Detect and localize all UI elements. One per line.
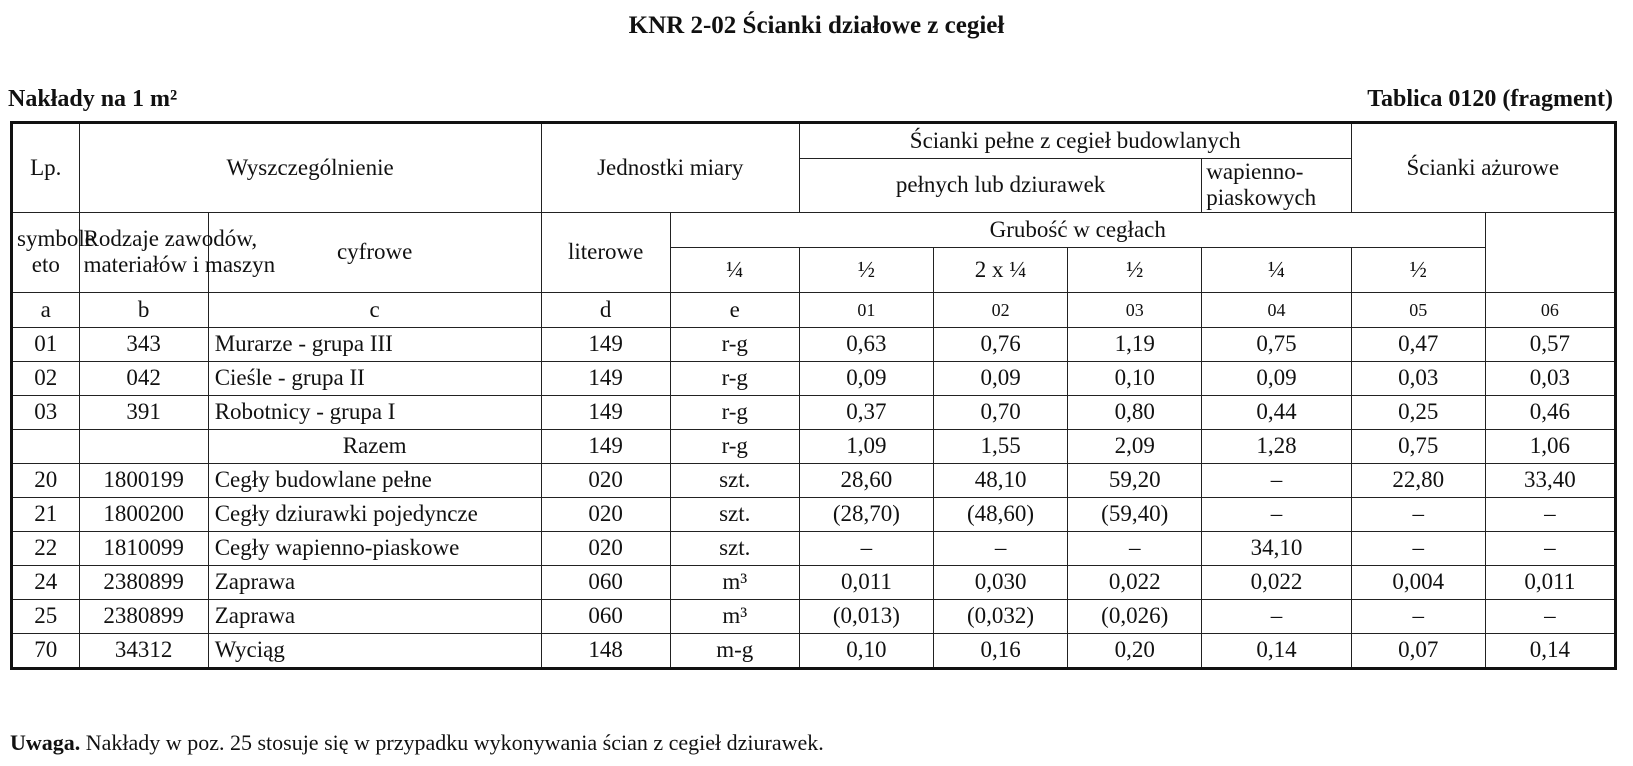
row-value-03: 1,19 — [1068, 327, 1202, 361]
row-value-05: – — [1351, 497, 1485, 531]
thickness-02: ½ — [799, 247, 933, 292]
row-value-03: 0,80 — [1068, 395, 1202, 429]
row-value-04: 34,10 — [1202, 531, 1351, 565]
table-row — [12, 429, 1616, 463]
row-value-05: 0,03 — [1351, 361, 1485, 395]
row-value-01: 0,011 — [799, 565, 933, 599]
row-value-05: – — [1351, 531, 1485, 565]
row-value-01: (0,013) — [799, 599, 933, 633]
row-cyfrowe: 020 — [541, 531, 670, 565]
row-value-03: 2,09 — [1068, 429, 1202, 463]
header-lp: Lp. — [12, 123, 80, 213]
row-value-04: 0,09 — [1202, 361, 1351, 395]
row-value-02: 0,76 — [933, 327, 1067, 361]
row-value-02: 48,10 — [933, 463, 1067, 497]
row-symbol: 391 — [79, 395, 208, 429]
thickness-03: 2 x ¼ — [933, 247, 1067, 292]
naklady-label: Nakłady na 1 m² — [8, 86, 178, 112]
row-value-04: 0,44 — [1202, 395, 1351, 429]
header-wyszczegolnienie: Wyszczególnienie — [79, 123, 541, 213]
row-lp: 01 — [12, 327, 80, 361]
col-04: 04 — [1202, 292, 1351, 327]
row-value-04: 0,14 — [1202, 633, 1351, 668]
row-name: Cegły wapienno-piaskowe — [208, 531, 541, 565]
row-symbol: 1810099 — [79, 531, 208, 565]
col-03: 03 — [1068, 292, 1202, 327]
row-value-03: 0,10 — [1068, 361, 1202, 395]
row-name: Murarze - grupa III — [208, 327, 541, 361]
table-row — [12, 463, 1616, 497]
row-value-06: 33,40 — [1485, 463, 1615, 497]
header-row-1 — [12, 123, 1616, 159]
row-name: Wyciąg — [208, 633, 541, 668]
col-05: 05 — [1351, 292, 1485, 327]
row-cyfrowe: 149 — [541, 361, 670, 395]
row-literowe: r-g — [670, 429, 799, 463]
table-row — [12, 565, 1616, 599]
row-value-05: 0,47 — [1351, 327, 1485, 361]
table-row — [12, 327, 1616, 361]
row-value-02: (0,032) — [933, 599, 1067, 633]
row-value-05: – — [1351, 599, 1485, 633]
row-lp: 03 — [12, 395, 80, 429]
row-value-04: – — [1202, 463, 1351, 497]
header-symbole-line: symbole — [17, 225, 95, 251]
row-literowe: m³ — [670, 599, 799, 633]
row-lp: 24 — [12, 565, 80, 599]
row-name: Cegły budowlane pełne — [208, 463, 541, 497]
header-piaskowych-line: piaskowych — [1206, 185, 1317, 211]
row-literowe: r-g — [670, 395, 799, 429]
row-value-05: 0,25 — [1351, 395, 1485, 429]
row-literowe: szt. — [670, 531, 799, 565]
header-rodzaje-line2: materiałów i maszyn — [83, 252, 276, 278]
row-cyfrowe: 020 — [541, 497, 670, 531]
letter-b: b — [79, 292, 208, 327]
knr-table — [10, 121, 1617, 670]
col-01: 01 — [799, 292, 933, 327]
header-pelnych-lub-dziurawek: pełnych lub dziurawek — [799, 159, 1201, 213]
row-value-02: 0,70 — [933, 395, 1067, 429]
row-value-04: 0,75 — [1202, 327, 1351, 361]
row-value-05: 22,80 — [1351, 463, 1485, 497]
row-value-06: – — [1485, 599, 1615, 633]
note-text: Nakłady w poz. 25 stosuje się w przypadku wykonywania ścian z cegieł dziurawek. — [80, 730, 824, 755]
row-value-03: (0,026) — [1068, 599, 1202, 633]
thickness-01: ¼ — [670, 247, 799, 292]
row-symbol: 1800199 — [79, 463, 208, 497]
row-value-05: 0,004 — [1351, 565, 1485, 599]
column-letters-row — [12, 292, 1616, 327]
row-lp: 25 — [12, 599, 80, 633]
row-value-02: 0,030 — [933, 565, 1067, 599]
row-literowe: r-g — [670, 361, 799, 395]
row-lp: 21 — [12, 497, 80, 531]
row-value-01: 1,09 — [799, 429, 933, 463]
row-value-03: 59,20 — [1068, 463, 1202, 497]
header-rodzaje — [79, 212, 276, 292]
header-symbole-eto — [12, 212, 95, 292]
row-symbol: 2380899 — [79, 565, 208, 599]
row-name: Zaprawa — [208, 599, 541, 633]
table-row — [12, 599, 1616, 633]
row-value-02: 1,55 — [933, 429, 1067, 463]
row-lp: 02 — [12, 361, 80, 395]
table-body — [12, 327, 1616, 668]
row-value-01: 0,09 — [799, 361, 933, 395]
row-value-06: 1,06 — [1485, 429, 1615, 463]
row-value-02: – — [933, 531, 1067, 565]
letter-d: d — [541, 292, 670, 327]
row-value-06: – — [1485, 497, 1615, 531]
row-value-06: – — [1485, 531, 1615, 565]
row-value-04: 0,022 — [1202, 565, 1351, 599]
row-cyfrowe: 149 — [541, 327, 670, 361]
thickness-04: ½ — [1068, 247, 1202, 292]
header-jednostki-miary: Jednostki miary — [541, 123, 799, 213]
row-cyfrowe: 149 — [541, 429, 670, 463]
col-06: 06 — [1485, 292, 1615, 327]
row-symbol: 343 — [79, 327, 208, 361]
table-row — [12, 395, 1616, 429]
header-scianki-pelne: Ścianki pełne z cegieł budowlanych — [799, 123, 1351, 159]
row-name: Razem — [208, 429, 541, 463]
row-value-01: – — [799, 531, 933, 565]
table-row — [12, 633, 1616, 668]
row-cyfrowe: 148 — [541, 633, 670, 668]
header-wapienno-piaskowych — [1202, 159, 1351, 213]
row-symbol: 2380899 — [79, 599, 208, 633]
row-literowe: szt. — [670, 497, 799, 531]
table-row — [12, 531, 1616, 565]
header-wapienno-line: wapienno- — [1206, 159, 1304, 184]
row-cyfrowe: 149 — [541, 395, 670, 429]
letter-c: c — [208, 292, 541, 327]
row-value-06: 0,011 — [1485, 565, 1615, 599]
row-value-01: (28,70) — [799, 497, 933, 531]
row-literowe: r-g — [670, 327, 799, 361]
letter-e: e — [670, 292, 799, 327]
row-value-03: 0,20 — [1068, 633, 1202, 668]
row-value-04: – — [1202, 497, 1351, 531]
row-literowe: m-g — [670, 633, 799, 668]
row-value-03: 0,022 — [1068, 565, 1202, 599]
row-cyfrowe: 060 — [541, 599, 670, 633]
header-scianki-azurowe: Ścianki ażurowe — [1351, 123, 1615, 213]
row-value-02: (48,60) — [933, 497, 1067, 531]
row-value-05: 0,75 — [1351, 429, 1485, 463]
header-rodzaje-line1: Rodzaje zawodów, — [83, 225, 258, 251]
table-row — [12, 497, 1616, 531]
row-value-01: 0,10 — [799, 633, 933, 668]
row-value-04: 1,28 — [1202, 429, 1351, 463]
header-row-3 — [12, 212, 1616, 247]
row-value-03: (59,40) — [1068, 497, 1202, 531]
header-grubosc: Grubość w cegłach — [670, 212, 1485, 247]
row-literowe: szt. — [670, 463, 799, 497]
table-row — [12, 361, 1616, 395]
note-label: Uwaga. — [10, 730, 81, 755]
col-02: 02 — [933, 292, 1067, 327]
thickness-06: ½ — [1351, 247, 1485, 292]
row-value-06: 0,03 — [1485, 361, 1615, 395]
row-value-01: 0,63 — [799, 327, 933, 361]
tablica-label: Tablica 0120 (fragment) — [1367, 86, 1613, 112]
row-value-02: 0,09 — [933, 361, 1067, 395]
row-name: Cieśle - grupa II — [208, 361, 541, 395]
header-eto-line: eto — [31, 252, 60, 278]
row-value-05: 0,07 — [1351, 633, 1485, 668]
document-title: KNR 2-02 Ścianki działowe z cegieł — [628, 12, 1005, 39]
row-value-06: 0,57 — [1485, 327, 1615, 361]
row-value-03: – — [1068, 531, 1202, 565]
note — [10, 730, 824, 756]
row-name: Zaprawa — [208, 565, 541, 599]
row-symbol: 042 — [79, 361, 208, 395]
row-cyfrowe: 060 — [541, 565, 670, 599]
row-name: Cegły dziurawki pojedyncze — [208, 497, 541, 531]
row-lp: 22 — [12, 531, 80, 565]
row-name: Robotnicy - grupa I — [208, 395, 541, 429]
row-symbol: 34312 — [79, 633, 208, 668]
header-cyfrowe: cyfrowe — [208, 212, 541, 292]
row-lp: 70 — [12, 633, 80, 668]
row-value-02: 0,16 — [933, 633, 1067, 668]
row-value-01: 28,60 — [799, 463, 933, 497]
row-value-06: 0,14 — [1485, 633, 1615, 668]
row-symbol: 1800200 — [79, 497, 208, 531]
row-lp: 20 — [12, 463, 80, 497]
row-value-04: – — [1202, 599, 1351, 633]
header-literowe: literowe — [541, 212, 670, 292]
thickness-05: ¼ — [1202, 247, 1351, 292]
row-symbol — [79, 429, 208, 463]
row-literowe: m³ — [670, 565, 799, 599]
letter-a: a — [12, 292, 80, 327]
row-cyfrowe: 020 — [541, 463, 670, 497]
row-value-06: 0,46 — [1485, 395, 1615, 429]
row-lp — [12, 429, 80, 463]
row-value-01: 0,37 — [799, 395, 933, 429]
